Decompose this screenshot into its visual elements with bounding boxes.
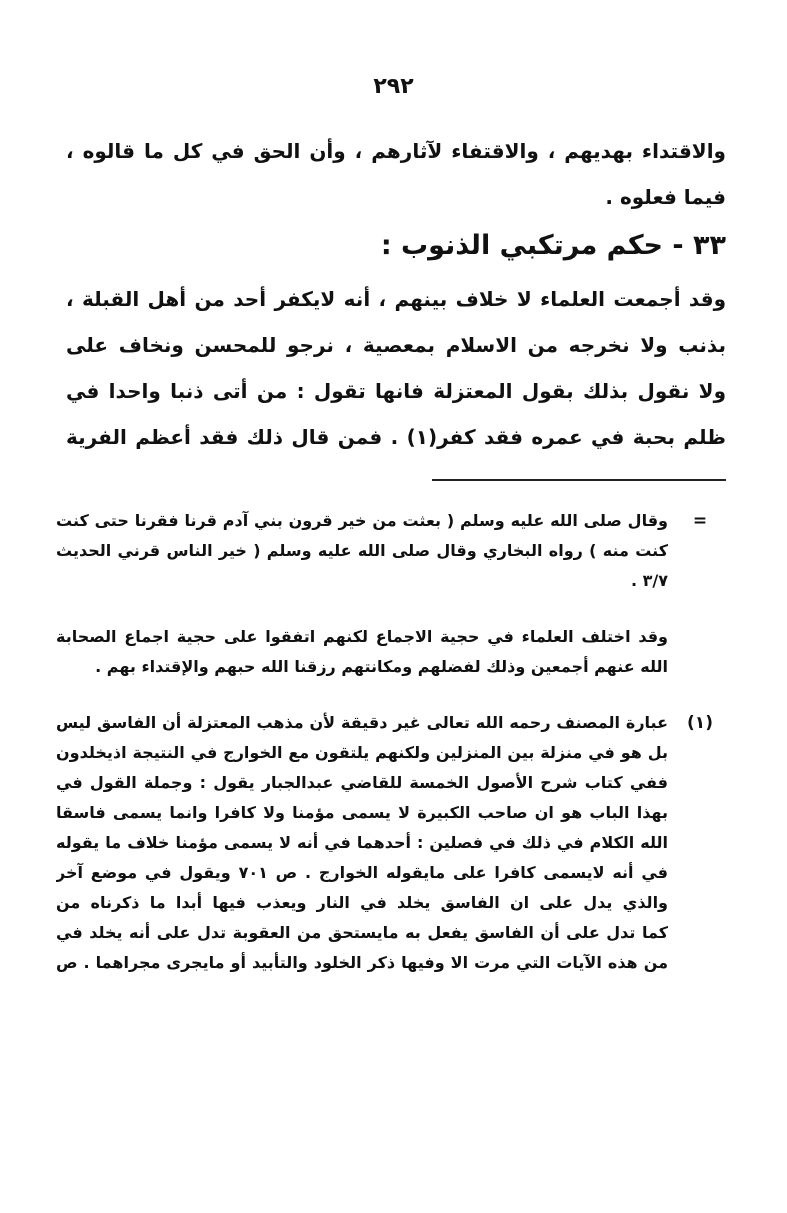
footnote-line: بهذا الباب هو ان صاحب الكبيرة لا يسمى مؤمنا ولا كافرا وانما يسمى فاسقا: [56, 803, 668, 822]
text-line: فيما فعلوه .: [605, 185, 726, 209]
footnote-line: كنت منه ) رواه البخاري وقال صلى الله عليه وسلم ( خير الناس قرني الحديث: [56, 541, 668, 560]
text-line: والاقتداء بهديهم ، والاقتفاء لآثارهم ، وأن الحق في كل ما قالوه ،: [66, 139, 726, 163]
footnote-line: والذي يدل على ان الفاسق يخلد في النار ويعذب فيها أبدا ما ذكرناه من: [56, 893, 668, 912]
footnote-line: في أنه لايسمى كافرا على مايقوله الخوارج . ص ٧٠١ ويقول في موضع آخر: [56, 863, 668, 882]
footnote-line: وقد اختلف العلماء في حجية الاجماع لكنهم اتفقوا على حجية اجماع الصحابة: [56, 627, 668, 646]
page-number: ٢٩٢: [373, 74, 414, 99]
footnote-line: وقال صلى الله عليه وسلم ( بعثت من خير قرون بني آدم قرنا فقرنا حتى كنت: [56, 511, 668, 530]
footnote-line: بل هو في منزلة بين المنزلين ولكنهم يلتقون مع الخوارج في النتيجة اذيخلدون: [56, 743, 668, 762]
footnote-note: [56, 622, 668, 682]
footnote-line: ٣/٧ .: [630, 571, 668, 590]
text-line: ولا نقول بذلك بقول المعتزلة فانها تقول : من أتى ذنبا واحدا في: [66, 379, 726, 403]
section-heading: ٣٣ - حكم مرتكبي الذنوب :: [380, 230, 726, 261]
footnote-line: عبارة المصنف رحمه الله تعالى غير دقيقة لأن مذهب المعتزلة أن الفاسق ليس: [56, 713, 668, 732]
footnote-1: [56, 708, 668, 978]
body-paragraph: [66, 276, 726, 460]
text-line: بذنب ولا نخرجه من الاسلام بمعصية ، نرجو للمحسن ونخاف على: [66, 333, 726, 357]
footnote-line: من هذه الآيات التي مرت الا وفيها ذكر الخلود والتأبيد أو مايجرى مجراهما . ص: [56, 953, 668, 972]
footnote-1-marker: (١): [687, 713, 713, 733]
footnote-continuation: [56, 506, 668, 596]
footnote-continuation-marker: =: [692, 511, 708, 531]
intro-paragraph: [66, 128, 726, 220]
footnote-line: كما تدل على أن الفاسق يفعل به مايستحق من العقوبة تدل على أنه يخلد في: [56, 923, 668, 942]
footnote-line: ففي كتاب شرح الأصول الخمسة للقاضي عبدالجبار يقول : وجملة القول في: [56, 773, 668, 792]
text-line: وقد أجمعت العلماء لا خلاف بينهم ، أنه لايكفر أحد من أهل القبلة ،: [66, 287, 726, 311]
footnote-line: الله عنهم أجمعين وذلك لفضلهم ومكانتهم رزقنا الله حبهم والإقتداء بهم .: [95, 657, 668, 676]
text-line: ظلم بحبة في عمره فقد كفر(١) . فمن قال ذلك فقد أعظم الفرية: [66, 425, 726, 449]
footnote-separator: [432, 479, 726, 481]
footnote-line: الله الكلام في ذلك في فصلين : أحدهما في أنه لا يسمى مؤمنا خلاف ما يقوله: [56, 833, 668, 852]
